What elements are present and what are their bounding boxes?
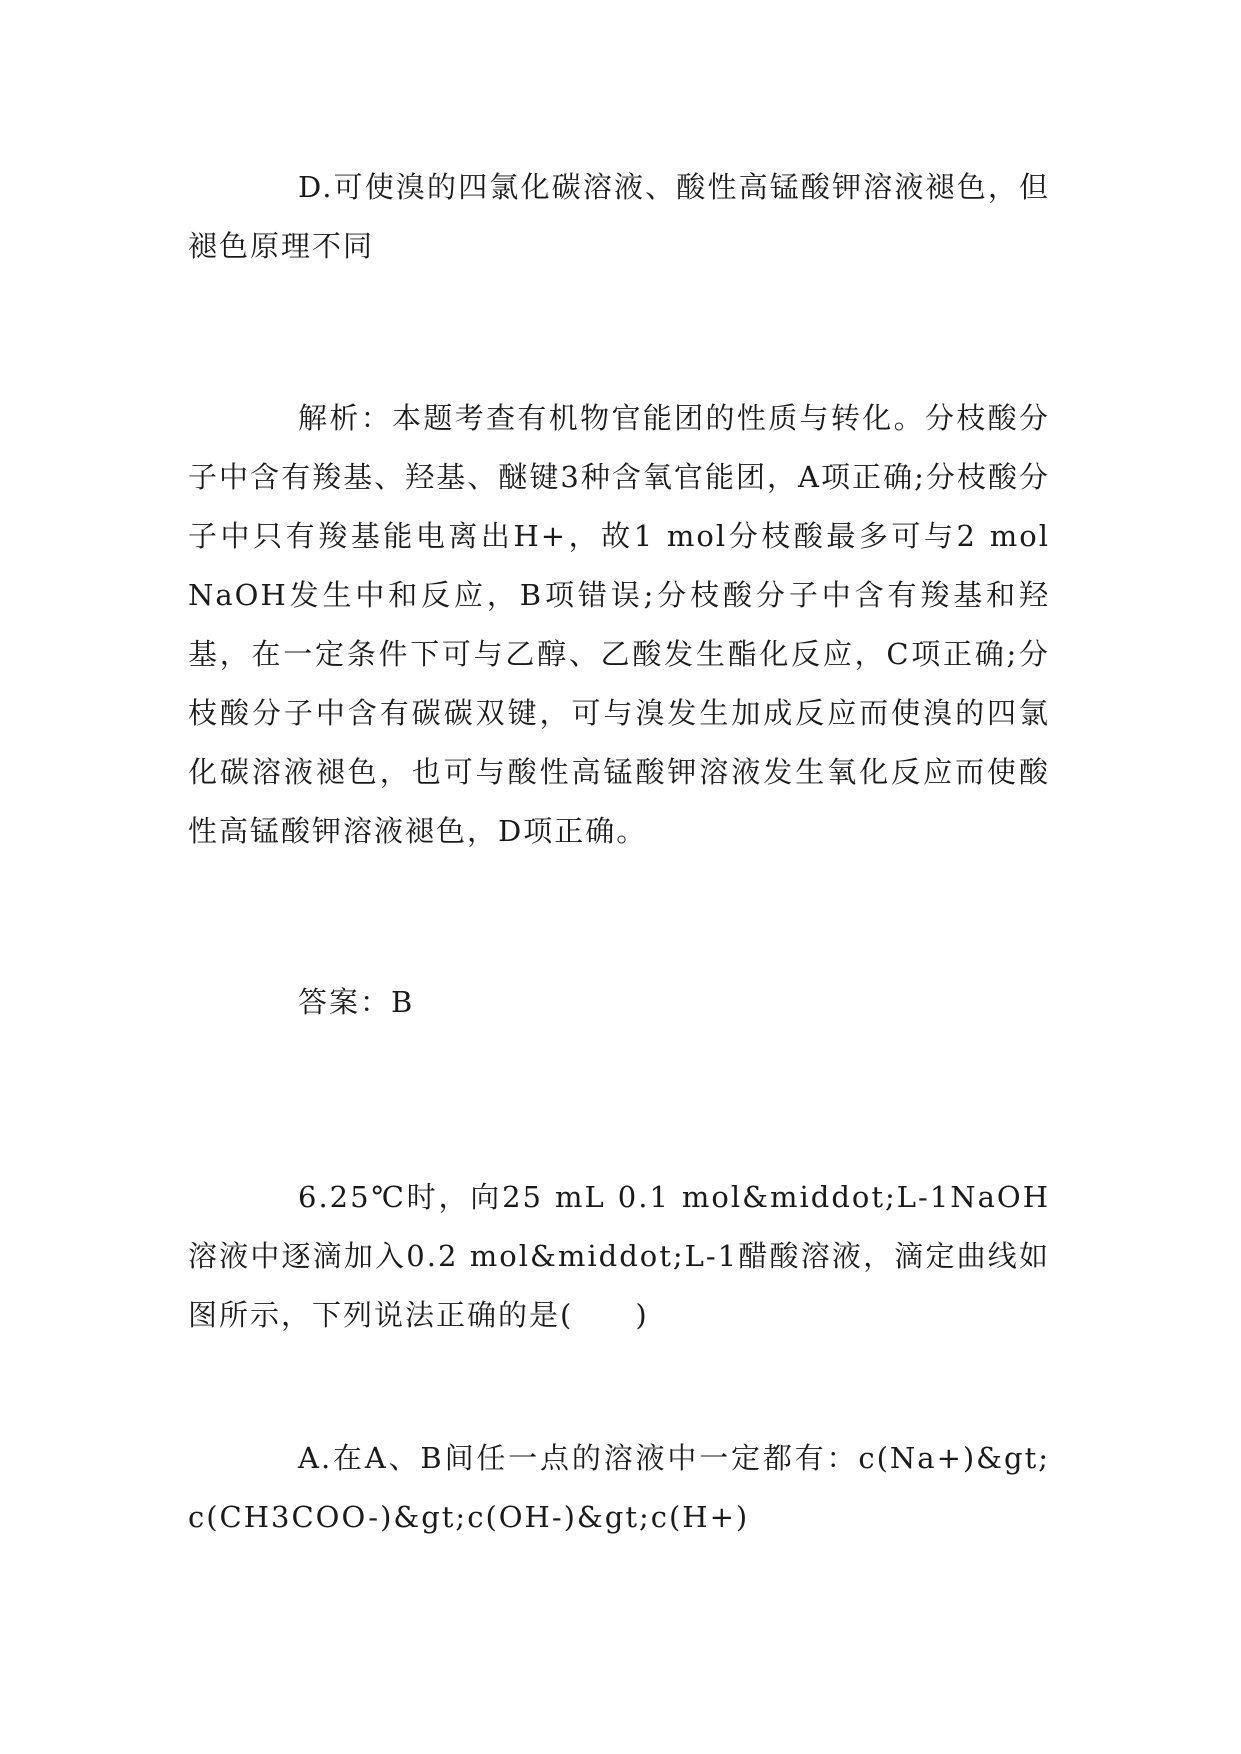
option-d-paragraph: D.可使溴的四氯化碳溶液、酸性高锰酸钾溶液褪色，但褪色原理不同 xyxy=(188,170,1050,263)
analysis-paragraph: 解析：本题考查有机物官能团的性质与转化。分枝酸分子中含有羧基、羟基、醚键3种含氧官能团，A项正确;分枝酸分子中只有羧基能电离出H+，故1 mol分枝酸最多可与2 mol NaOH发生中和反应，B项错误;分枝酸分子中含有羧基和羟基，在一定条件下可与乙醇、乙酸发生酯化反应，C项正确;分枝酸分子中含有碳碳双键，可与溴发生加成反应而使溴的四氯化碳溶液褪色，也可与酸性高锰酸钾溶液发生氧化反应而使酸性高锰酸钾溶液褪色，D项正确。 xyxy=(188,401,1050,848)
option-a-paragraph: A.在A、B间任一点的溶液中一定都有：c(Na+)&gt;c(CH3COO-)&gt;c(OH-)&gt;c(H+) xyxy=(188,1441,1050,1534)
question-6-paragraph: 6.25℃时，向25 mL 0.1 mol&middot;L-1NaOH溶液中逐滴加入0.2 mol&middot;L-1醋酸溶液，滴定曲线如图所示，下列说法正确的是( ) xyxy=(188,1180,1050,1332)
answer-paragraph: 答案：B xyxy=(298,985,415,1019)
